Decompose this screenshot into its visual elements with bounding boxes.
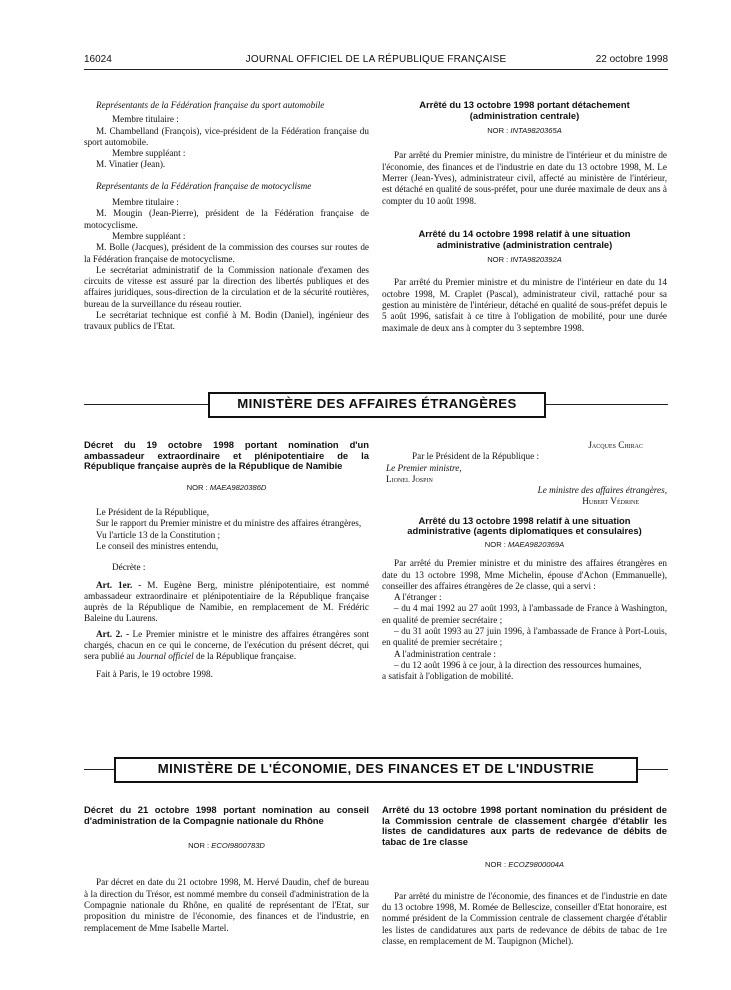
decret-namibie-l1: Le Président de la République, [96, 507, 210, 518]
article-1: Art. 1er. - M. Eugène Berg, ministre plénipotentiaire, est nommé ambassadeur extraordinaire et plénipotentiaire de la République française auprès de la République de Namibie, en remplacement de M. Frédéric Baleine du Laurens. [84, 579, 369, 624]
a-l-etranger: A l'étranger : [394, 592, 442, 603]
arrete-tabac-nor: NOR : ECOZ9800004A [485, 860, 564, 870]
decret-rhone-nor: NOR : ECOI9800783D [188, 841, 265, 851]
arrete-tabac-body: Par arrêté du ministre de l'économie, des finances et de l'industrie en date du 13 octobre 1998, M. Romée de Bellescize, conseiller d'Etat honoraire, est nommé président de la Commission centrale de classement chargée d'établir les listes de candidatures aux parts de redevance de débits de tabac de 1re classe, en remplacement de M. Taupignon (Michel). [382, 890, 667, 946]
poste-washington: – du 4 mai 1992 au 27 août 1993, à l'ambassade de France à Washington, en qualité de premier secrétaire ; [382, 603, 667, 625]
mobilite-conclusion: a satisfait à l'obligation de mobilité. [382, 671, 514, 682]
arrete-situation-body: Par arrêté du Premier ministre et du ministre de l'intérieur en date du 14 octobre 1998, M. Craplet (Pascal), administrateur civil, rattaché pour sa gestion au ministère de l'intérieur, détaché en qualité de sous-préfet depuis le 5 août 1996, satisfait à ce titre à l'obligation de mobilité, pour une durée maximale de deux ans à compter du 3 septembre 1998. [382, 277, 667, 333]
signature-president: Jacques Chirac [588, 440, 643, 450]
sport-suppleant-label: Membre suppléant : [112, 148, 186, 159]
decrete-label: Décrète : [112, 562, 146, 573]
decret-namibie-l3: Vu l'article 13 de la Constitution ; [96, 529, 221, 540]
ministre-title: Le ministre des affaires étrangères, [537, 485, 667, 496]
s2-right-column [382, 805, 667, 947]
moto-heading: Représentants de la Fédération française de motocyclisme [96, 180, 312, 191]
page-number: 16024 [84, 54, 112, 65]
page-header [84, 52, 668, 68]
section-title-affaires-etrangeres: MINISTÈRE DES AFFAIRES ÉTRANGÈRES [208, 392, 546, 418]
arrete-detachement-body: Par arrêté du Premier ministre, du ministre de l'intérieur et du ministre de l'économie, des finances et de l'industrie en date du 13 octobre 1998, M. Le Merrer (Jean-Yves), administrateur civil, affecté au ministère de l'intérieur, est détaché en qualité de sous-préfet, pour une durée maximale de deux ans à compter du 10 août 1998. [382, 150, 667, 206]
section-title-economie: MINISTÈRE DE L'ÉCONOMIE, DES FINANCES ET DE L'INDUSTRIE [114, 757, 638, 783]
administration-centrale: A l'administration centrale : [394, 648, 496, 659]
secretariat-admin: Le secrétariat administratif de la Commission nationale d'examen des circuits de vitesse est assuré par la direction des libertés publiques et des affaires juridiques, sous-direction de la circulation et de la sécurité routières, bureau de la surveillance du réseau routier. [84, 264, 369, 309]
issue-date: 22 octobre 1998 [595, 54, 668, 65]
decret-rhone-body: Par décret en date du 21 octobre 1998, M. Hervé Daudin, chef de bureau à la direction du Trésor, est nommé membre du conseil d'administration de la Compagnie nationale du Rhône, en qualité de représentant de l'Etat, sur proposition du ministre de l'économie, des finances et de l'industrie, en remplacement de Mme Isabelle Martel. [84, 877, 369, 933]
journal-title: JOURNAL OFFICIEL DE LA RÉPUBLIQUE FRANÇAISE [245, 54, 507, 65]
moto-suppleant: M. Bolle (Jacques), président de la commission des courses sur routes de la Fédération française de motocyclisme. [84, 242, 369, 264]
arrete-detachement-nor: NOR : INTA9820365A [487, 126, 562, 136]
decret-namibie-l4: Le conseil des ministres entendu, [96, 540, 219, 551]
header-rule [84, 69, 668, 70]
s2-left-column [84, 805, 369, 934]
arrete-diplomatique-body: Par arrêté du Premier ministre et du ministre des affaires étrangères en date du 13 octobre 1998, Mme Michelin, épouse d'Achon (Emmanuelle), conseiller des affaires étrangères de 2e classe, qui a servi : [382, 558, 667, 591]
arrete-tabac-title: Arrêté du 13 octobre 1998 portant nomination du président de la Commission centrale de classement chargée d'établir les listes de candidatures aux parts de redevance de débits de tabac de 1re classe [382, 804, 667, 847]
secretariat-tech: Le secrétariat technique est confié à M. Bodin (Daniel), ingénieur des travaux publics de l'Etat. [84, 310, 369, 332]
article-2: Art. 2. - Le Premier ministre et le ministre des affaires étrangères sont chargés, chacun en ce qui le concerne, de l'exécution du présent décret, qui sera publié au Journal officiel de la République française. [84, 628, 369, 662]
arrete-diplomatique-nor: NOR : MAEA9820369A [484, 539, 565, 549]
poste-port-louis: – du 31 août 1993 au 27 juin 1996, à l'ambassade de France à Port-Louis, en qualité de premier secrétaire ; [382, 626, 667, 648]
sport-suppleant: M. Vinatier (Jean). [96, 159, 166, 170]
poste-ressources-humaines: – du 12 août 1996 à ce jour, à la direction des ressources humaines, [394, 659, 642, 670]
s1-left-column [84, 440, 369, 680]
decret-namibie-l2: Sur le rapport du Premier ministre et du ministre des affaires étrangères, [96, 518, 362, 529]
arrete-detachement-title: Arrêté du 13 octobre 1998 portant détachement (administration centrale) [419, 99, 630, 121]
decret-namibie-nor: NOR : MAEA9820386D [186, 482, 267, 492]
s1-right-column [382, 440, 667, 683]
arrete-situation-nor: NOR : INTA9820392A [487, 255, 562, 265]
premier-ministre-title: Le Premier ministre, [386, 462, 462, 473]
decret-namibie-title: Décret du 19 octobre 1998 portant nomination d'un ambassadeur extraordinaire et plénipotentiaire de la République française auprès de la République de Namibie [84, 439, 369, 472]
sport-titulaire: M. Chambelland (François), vice-président de la Fédération française du sport automobile. [84, 125, 369, 147]
arrete-situation-title: Arrêté du 14 octobre 1998 relatif à une situation administrative (administration centrale) [418, 227, 631, 250]
ministre-name: Hubert Védrine [582, 496, 639, 507]
moto-titulaire: M. Mougin (Jean-Pierre), président de la Fédération française de motocyclisme. [84, 208, 369, 230]
moto-suppleant-label: Membre suppléant : [112, 230, 186, 241]
sport-heading: Représentants de la Fédération française du sport automobile [96, 100, 325, 110]
arrete-diplomatique-title: Arrêté du 13 octobre 1998 relatif à une situation administrative (agents diplomatiques et consulaires) [407, 514, 642, 537]
fait-a-paris: Fait à Paris, le 19 octobre 1998. [96, 668, 213, 679]
sport-titulaire-label: Membre titulaire : [112, 114, 179, 125]
decret-rhone-title: Décret du 21 octobre 1998 portant nomination au conseil d'administration de la Compagnie nationale du Rhône [84, 804, 369, 826]
top-left-column [84, 100, 369, 333]
moto-titulaire-label: Membre titulaire : [112, 197, 179, 208]
par-le-president: Par le Président de la République : [412, 451, 540, 462]
top-right-column [382, 100, 667, 334]
premier-ministre-name: Lionel Jospin [386, 473, 433, 484]
